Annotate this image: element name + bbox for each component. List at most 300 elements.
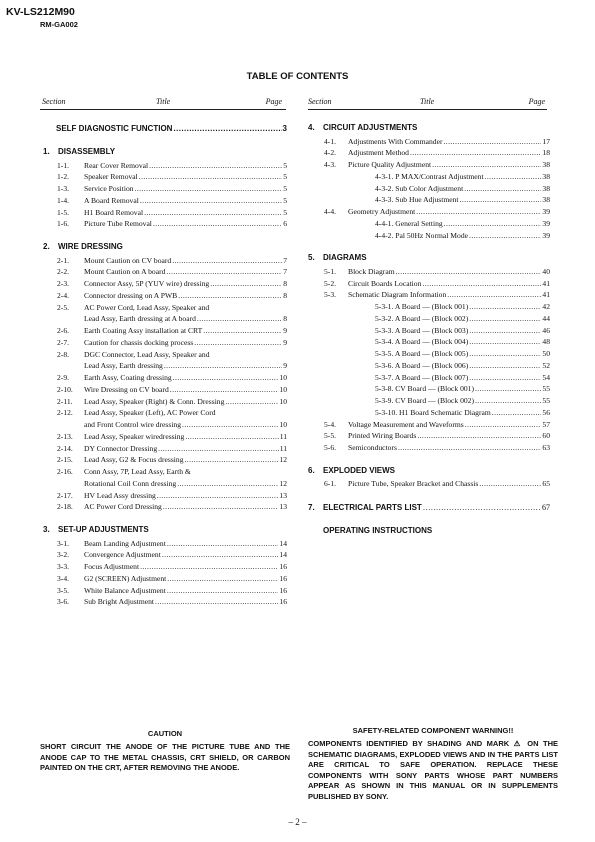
section-title: ELECTRICAL PARTS LIST bbox=[323, 503, 422, 512]
toc-entry-title: Semiconductors bbox=[348, 443, 397, 452]
toc-entry-page: 9 bbox=[283, 326, 287, 335]
toc-entry-page: 6 bbox=[283, 219, 287, 229]
dot-leader bbox=[144, 207, 282, 218]
dot-leader bbox=[197, 313, 282, 324]
toc-entry bbox=[348, 206, 550, 217]
dot-leader bbox=[173, 372, 279, 383]
toc-entry-title: 4-4-1. General Setting bbox=[375, 218, 443, 228]
dot-leader bbox=[422, 278, 541, 289]
toc-entry bbox=[375, 336, 550, 347]
toc-entry-number: 2-10. bbox=[57, 384, 73, 394]
toc-entry bbox=[84, 596, 287, 607]
toc-entry-page: 9 bbox=[283, 361, 287, 371]
toc-entry-title: Speaker Removal bbox=[84, 172, 138, 182]
toc-entry-title: Earth Coating Assy installation at CRT bbox=[84, 326, 203, 335]
header-title: Title bbox=[156, 97, 171, 106]
header-section: Section bbox=[42, 97, 66, 106]
toc-entry-page: 67 bbox=[542, 503, 550, 512]
toc-entry-page: 10 bbox=[279, 396, 287, 406]
toc-entry-title: Picture Tube, Speaker Bracket and Chassis bbox=[348, 479, 479, 489]
toc-entry-title: AC Power Cord Dressing bbox=[84, 502, 162, 512]
toc-entry-page: 3 bbox=[282, 124, 287, 133]
toc-entry-page: 46 bbox=[542, 325, 550, 335]
dot-leader bbox=[416, 206, 541, 217]
header-page: Page bbox=[528, 97, 545, 106]
dot-leader bbox=[140, 561, 278, 572]
toc-entry bbox=[375, 395, 550, 406]
dot-leader bbox=[225, 396, 278, 407]
toc-entry-number: 2-16. bbox=[57, 467, 73, 476]
dot-leader bbox=[163, 501, 279, 512]
toc-entry-title: Rear Cover Removal bbox=[84, 160, 149, 170]
toc-entry-number: 3-4. bbox=[57, 573, 70, 583]
toc-entry-title-continued: and Front Control wire dressing bbox=[84, 420, 182, 429]
toc-entry bbox=[84, 561, 287, 572]
toc-entry-number: 2-4. bbox=[57, 290, 70, 300]
toc-entry bbox=[348, 136, 550, 147]
dot-leader bbox=[194, 337, 282, 348]
toc-entry-page: 41 bbox=[542, 278, 550, 288]
toc-entry-page: 10 bbox=[279, 384, 287, 394]
toc-entry-page: 16 bbox=[279, 573, 287, 583]
safety-heading: SAFETY-RELATED COMPONENT WARNING!! bbox=[352, 726, 514, 735]
toc-entry-title: 5-3-10. H1 Board Schematic Diagram bbox=[375, 407, 491, 417]
dot-leader bbox=[423, 502, 541, 513]
toc-entry-title-continued: Rotational Coil Conn dressing bbox=[84, 478, 177, 488]
toc-entry bbox=[84, 454, 287, 465]
dot-leader bbox=[162, 549, 279, 560]
section-title: SET-UP ADJUSTMENTS bbox=[58, 525, 149, 534]
model-number: KV-LS212M90 bbox=[6, 6, 75, 18]
toc-entry-number: 2-15. bbox=[57, 455, 73, 465]
toc-entry-page: 5 bbox=[283, 195, 287, 205]
toc-entry-page: 38 bbox=[542, 195, 550, 205]
section-title: DIAGRAMS bbox=[323, 253, 367, 263]
toc-entry bbox=[375, 183, 550, 194]
dot-leader bbox=[396, 266, 542, 277]
toc-entry bbox=[375, 360, 550, 371]
toc-entry-page: 38 bbox=[542, 171, 550, 181]
dot-leader bbox=[485, 171, 542, 182]
section-number: 5. bbox=[308, 253, 315, 263]
toc-entry-title: Connector Assy, 5P (YUV wire) dressing bbox=[84, 279, 210, 288]
toc-entry-page: 11 bbox=[279, 431, 287, 441]
toc-entry bbox=[84, 171, 287, 182]
toc-entry-number: 6-1. bbox=[324, 479, 337, 489]
toc-entry bbox=[375, 383, 550, 394]
toc-entry-page: 55 bbox=[542, 384, 550, 394]
dot-leader bbox=[444, 218, 542, 229]
toc-entry-title: Voltage Measurement and Waveforms bbox=[348, 419, 464, 429]
dot-leader bbox=[135, 183, 283, 194]
toc-entry-number: 5-4. bbox=[324, 419, 337, 429]
toc-entry-page: 8 bbox=[283, 279, 287, 288]
toc-entry bbox=[84, 313, 287, 324]
toc-entry-page: 10 bbox=[279, 420, 287, 429]
toc-entry-page: 5 bbox=[283, 184, 287, 193]
toc-entry-page: 38 bbox=[542, 183, 550, 193]
toc-entry-number: 5-5. bbox=[324, 431, 337, 441]
toc-entry-page: 50 bbox=[542, 349, 550, 358]
dot-leader bbox=[158, 443, 279, 454]
toc-entry-number: 3-3. bbox=[57, 562, 70, 571]
toc-entry-page: 7 bbox=[283, 267, 287, 277]
toc-entry-number: 2-7. bbox=[57, 337, 70, 347]
header-section: Section bbox=[308, 97, 332, 106]
toc-entry-page: 17 bbox=[542, 136, 550, 146]
toc-entry-title: 4-3-1. P MAX/Contrast Adjustment bbox=[375, 171, 484, 181]
toc-entry-title: DY Connector Dressing bbox=[84, 443, 158, 453]
page-title: TABLE OF CONTENTS bbox=[246, 71, 349, 82]
toc-entry-title: Mount Caution on A board bbox=[84, 267, 166, 277]
toc-entry-page: 48 bbox=[542, 337, 550, 347]
toc-entry-number: 4-4. bbox=[324, 207, 337, 216]
toc-entry bbox=[375, 325, 550, 336]
toc-entry-page: 8 bbox=[283, 314, 287, 324]
toc-entry-page: 11 bbox=[279, 443, 287, 453]
toc-entry-title: Circuit Boards Location bbox=[348, 278, 422, 288]
toc-entry-page: 5 bbox=[283, 160, 287, 170]
toc-entry bbox=[348, 478, 550, 489]
toc-entry-page: 13 bbox=[279, 490, 287, 500]
toc-entry-title: A Board Removal bbox=[84, 195, 139, 205]
toc-entry-page: 18 bbox=[542, 148, 550, 158]
toc-entry bbox=[84, 538, 287, 549]
header-page: Page bbox=[265, 97, 282, 106]
toc-entry-number: 1-6. bbox=[57, 219, 70, 229]
toc-entry-number: 3-5. bbox=[57, 585, 70, 595]
toc-entry-number: 3-2. bbox=[57, 550, 70, 560]
dot-leader bbox=[469, 372, 541, 383]
toc-entry-number: 2-17. bbox=[57, 490, 73, 500]
toc-entry-title: 5-3-7. A Board — (Block 007) bbox=[375, 372, 469, 382]
dot-leader bbox=[178, 290, 282, 301]
toc-entry-number: 2-11. bbox=[57, 396, 73, 406]
toc-entry-title: HV Lead Assy dressing bbox=[84, 490, 156, 500]
toc-entry-title: Connector dressing on A PWB bbox=[84, 290, 178, 300]
toc-entry bbox=[348, 278, 550, 289]
toc-entry-title: 5-3-9. CV Board — (Block 002) bbox=[375, 396, 474, 405]
toc-entry-page: 41 bbox=[542, 290, 550, 300]
toc-entry-page: 16 bbox=[279, 597, 287, 607]
toc-entry-page: 9 bbox=[283, 337, 287, 347]
toc-entry-page: 40 bbox=[542, 266, 550, 276]
toc-entry-number: 4-3. bbox=[324, 160, 337, 169]
dot-leader bbox=[469, 313, 541, 324]
toc-entry-page: 42 bbox=[542, 302, 550, 311]
dot-leader bbox=[469, 348, 541, 359]
toc-entry bbox=[84, 195, 287, 206]
toc-entry-title: Lead Assy, Speaker (Left), AC Power Cord bbox=[84, 408, 216, 418]
toc-entry bbox=[84, 337, 287, 348]
remote-model: RM-GA002 bbox=[40, 20, 78, 29]
toc-entry bbox=[375, 372, 550, 383]
toc-entry-number: 2-6. bbox=[57, 326, 70, 335]
operating-instructions-heading: OPERATING INSTRUCTIONS bbox=[323, 526, 433, 535]
dot-leader bbox=[469, 230, 541, 241]
toc-entry bbox=[84, 372, 287, 383]
toc-entry-title: Geometry Adjustment bbox=[348, 207, 416, 216]
dot-leader bbox=[172, 255, 282, 266]
toc-entry bbox=[84, 266, 287, 277]
toc-section-number: 7. bbox=[308, 502, 315, 512]
dot-leader bbox=[460, 194, 542, 205]
dot-leader bbox=[410, 147, 541, 158]
toc-entry bbox=[375, 313, 550, 324]
toc-entry-title: DGC Connector, Lead Assy, Speaker and bbox=[84, 349, 210, 359]
toc-entry-title-continued: Lead Assy, Earth dressing at A board bbox=[84, 314, 196, 324]
toc-entry bbox=[84, 183, 287, 194]
toc-entry-title: Conn Assy, 7P, Lead Assy, Earth & bbox=[84, 467, 191, 476]
toc-entry-title: White Balance Adjustment bbox=[84, 585, 166, 595]
toc-entry-number: 3-1. bbox=[57, 538, 70, 548]
toc-entry-page: 60 bbox=[542, 431, 550, 441]
dot-leader bbox=[164, 360, 282, 371]
toc-entry-title: Mount Caution on CV board bbox=[84, 255, 172, 265]
toc-entry-page: 16 bbox=[279, 562, 287, 571]
toc-entry-title-continued: Lead Assy, Earth dressing bbox=[84, 361, 163, 371]
toc-entry-page: 57 bbox=[542, 419, 550, 429]
dot-leader bbox=[167, 538, 279, 549]
toc-entry-page: 13 bbox=[279, 502, 287, 512]
dot-leader bbox=[469, 325, 541, 336]
toc-entry-page: 38 bbox=[542, 160, 550, 169]
toc-entry-number: 2-9. bbox=[57, 373, 70, 382]
toc-entry-page: 44 bbox=[542, 313, 550, 323]
toc-entry-title: G2 (SCREEN) Adjustment bbox=[84, 573, 167, 583]
toc-entry bbox=[84, 160, 287, 171]
dot-leader bbox=[417, 430, 541, 441]
toc-entry-page: 63 bbox=[542, 443, 550, 452]
toc-entry bbox=[84, 443, 287, 454]
toc-entry-page: 39 bbox=[542, 218, 550, 228]
toc-entry-number: 2-5. bbox=[57, 302, 70, 312]
toc-entry bbox=[84, 396, 287, 407]
dot-leader bbox=[167, 573, 278, 584]
toc-entry-title: Service Position bbox=[84, 184, 134, 193]
toc-entry bbox=[375, 348, 550, 359]
toc-entry-number: 2-14. bbox=[57, 443, 73, 453]
toc-entry bbox=[348, 419, 550, 430]
toc-entry bbox=[84, 478, 287, 489]
toc-entry bbox=[375, 230, 550, 241]
toc-entry-page: 8 bbox=[283, 290, 287, 300]
toc-entry-title: Convergence Adjustment bbox=[84, 550, 161, 560]
toc-entry-page: 52 bbox=[542, 360, 550, 370]
dot-leader bbox=[166, 266, 282, 277]
toc-entry bbox=[56, 123, 287, 134]
toc-entry-number: 2-2. bbox=[57, 267, 70, 277]
toc-entry-number: 2-1. bbox=[57, 255, 70, 265]
toc-entry-title: Caution for chassis docking process bbox=[84, 337, 194, 347]
toc-entry bbox=[375, 194, 550, 205]
dot-leader bbox=[465, 419, 542, 430]
toc-entry bbox=[84, 431, 287, 442]
toc-entry-title: Lead Assy, G2 & Focus dressing bbox=[84, 455, 184, 465]
toc-entry-title: 5-3-1. A Board — (Block 001) bbox=[375, 302, 469, 311]
safety-body: COMPONENTS IDENTIFIED BY SHADING AND MARK ⚠ ON THE SCHEMATIC DIAGRAMS, EXPLODED VIEWS AND IN THE PARTS LIST ARE CRITICAL TO SAFE OPERATION. REPLACE THESE COMPONENTS WITH SONY PARTS WHOSE PART NUMBERS APPEAR AS SHOWN IN THIS MANUAL OR IN SUPPLEMENTS PUBLISHED BY SONY. bbox=[308, 739, 558, 801]
dot-leader bbox=[149, 160, 282, 171]
toc-entry bbox=[84, 419, 287, 430]
dot-leader bbox=[210, 278, 282, 289]
dot-leader bbox=[203, 325, 282, 336]
toc-entry-title: 4-3-3. Sub Hue Adjustment bbox=[375, 195, 459, 205]
dot-leader bbox=[185, 454, 279, 465]
toc-entry bbox=[348, 266, 550, 277]
toc-entry-number: 1-3. bbox=[57, 184, 70, 193]
toc-entry-title: 5-3-2. A Board — (Block 002) bbox=[375, 313, 469, 323]
dot-leader bbox=[475, 395, 541, 406]
toc-entry bbox=[348, 147, 550, 158]
toc-entry-page: 39 bbox=[542, 230, 550, 240]
toc-entry-title: 5-3-6. A Board — (Block 006) bbox=[375, 360, 469, 370]
toc-entry-number: 1-4. bbox=[57, 195, 70, 205]
toc-entry bbox=[84, 325, 287, 336]
dot-leader bbox=[447, 289, 541, 300]
toc-entry-number: 2-3. bbox=[57, 279, 70, 288]
toc-entry-title: Adjustments With Commander bbox=[348, 136, 443, 146]
toc-entry bbox=[348, 159, 550, 170]
toc-entry bbox=[84, 384, 287, 395]
toc-entry-page: 12 bbox=[279, 478, 287, 488]
toc-entry-page: 16 bbox=[279, 585, 287, 595]
section-title: WIRE DRESSING bbox=[58, 242, 123, 251]
section-number: 1. bbox=[43, 147, 50, 156]
toc-entry-title: Beam Landing Adjustment bbox=[84, 538, 166, 548]
section-number: 4. bbox=[308, 123, 315, 132]
toc-entry-number: 3-6. bbox=[57, 597, 70, 607]
toc-entry bbox=[84, 290, 287, 301]
toc-entry bbox=[84, 490, 287, 501]
toc-entry-page: 65 bbox=[542, 479, 550, 489]
dot-leader bbox=[492, 407, 542, 418]
dot-leader bbox=[170, 384, 279, 395]
toc-entry-number: 1-5. bbox=[57, 207, 70, 217]
toc-entry-title: Schematic Diagram Information bbox=[348, 290, 447, 300]
dot-leader bbox=[153, 218, 282, 229]
right-column-header bbox=[308, 97, 547, 110]
toc-entry-title: Picture Tube Removal bbox=[84, 219, 152, 229]
toc-entry bbox=[84, 549, 287, 560]
page-number: – 2 – bbox=[288, 817, 307, 827]
toc-entry bbox=[84, 360, 287, 371]
toc-entry-page: 7 bbox=[283, 255, 287, 265]
toc-entry-page: 39 bbox=[542, 207, 550, 216]
toc-entry-page: 12 bbox=[279, 455, 287, 465]
toc-entry-title: 4-3-2. Sub Color Adjustment bbox=[375, 183, 464, 193]
dot-leader bbox=[167, 585, 279, 596]
toc-entry-page: 55 bbox=[542, 396, 550, 405]
toc-entry-title: Block Diagram bbox=[348, 266, 395, 276]
toc-entry-page: 10 bbox=[279, 373, 287, 382]
toc-entry-title: Printed Wiring Boards bbox=[348, 431, 417, 441]
toc-entry-title: Lead Assy, Speaker wiredressing bbox=[84, 431, 185, 441]
toc-entry-title: Wire Dressing on CV board bbox=[84, 384, 169, 394]
toc-entry-page: 5 bbox=[283, 207, 287, 217]
toc-entry-title: 5-3-8. CV Board — (Block 001) bbox=[375, 384, 474, 394]
toc-entry bbox=[84, 207, 287, 218]
toc-entry bbox=[84, 278, 287, 289]
toc-entry-number: 2-18. bbox=[57, 502, 73, 512]
toc-entry-title: SELF DIAGNOSTIC FUNCTION bbox=[56, 124, 173, 133]
dot-leader bbox=[469, 301, 541, 312]
section-title: CIRCUIT ADJUSTMENTS bbox=[323, 123, 418, 132]
toc-entry-title: Sub Bright Adjustment bbox=[84, 597, 155, 607]
toc-section-heading bbox=[323, 502, 550, 513]
dot-leader bbox=[140, 195, 282, 206]
toc-entry bbox=[84, 218, 287, 229]
dot-leader bbox=[469, 336, 541, 347]
toc-entry-title: 5-3-5. A Board — (Block 005) bbox=[375, 349, 469, 358]
toc-entry-title: Adjustment Method bbox=[348, 148, 409, 158]
toc-entry bbox=[348, 289, 550, 300]
toc-entry-number: 5-1. bbox=[324, 266, 337, 276]
toc-entry-page: 14 bbox=[279, 538, 287, 548]
toc-entry-title: 5-3-4. A Board — (Block 004) bbox=[375, 337, 469, 347]
dot-leader bbox=[464, 183, 541, 194]
toc-entry-title: H1 Board Removal bbox=[84, 207, 144, 217]
toc-entry bbox=[84, 585, 287, 596]
toc-entry bbox=[375, 301, 550, 312]
toc-entry-title: Picture Quality Adjustment bbox=[348, 160, 432, 169]
dot-leader bbox=[139, 171, 282, 182]
dot-leader bbox=[432, 159, 541, 170]
section-title: DISASSEMBLY bbox=[58, 147, 116, 156]
dot-leader bbox=[475, 383, 541, 394]
toc-entry-number: 1-1. bbox=[57, 160, 70, 170]
caution-heading: CAUTION bbox=[147, 729, 183, 738]
toc-entry bbox=[375, 407, 550, 418]
section-title: EXPLODED VIEWS bbox=[323, 465, 396, 475]
dot-leader bbox=[443, 136, 541, 147]
toc-entry-page: 54 bbox=[542, 372, 550, 382]
dot-leader bbox=[182, 419, 278, 430]
toc-entry-page: 56 bbox=[542, 407, 550, 417]
section-number: 6. bbox=[308, 465, 315, 475]
toc-entry-number: 4-2. bbox=[324, 148, 337, 158]
toc-entry bbox=[84, 501, 287, 512]
dot-leader bbox=[173, 123, 281, 134]
toc-entry-number: 2-12. bbox=[57, 408, 73, 418]
toc-entry-page: 5 bbox=[283, 172, 287, 182]
dot-leader bbox=[469, 360, 541, 371]
left-column-header bbox=[40, 97, 286, 110]
dot-leader bbox=[479, 478, 541, 489]
dot-leader bbox=[398, 442, 541, 453]
toc-entry-number: 4-1. bbox=[324, 136, 337, 146]
toc-entry-page: 14 bbox=[279, 550, 287, 560]
toc-entry bbox=[84, 573, 287, 584]
toc-entry bbox=[348, 442, 550, 453]
section-number: 2. bbox=[43, 242, 50, 251]
toc-entry bbox=[375, 218, 550, 229]
toc-entry bbox=[348, 430, 550, 441]
toc-entry-title: 4-4-2. Pal 50Hz Normal Mode bbox=[375, 230, 469, 240]
dot-leader bbox=[155, 596, 278, 607]
toc-entry-title: Lead Assy, Speaker (Right) & Conn. Dressing bbox=[84, 396, 225, 406]
caution-body: SHORT CIRCUIT THE ANODE OF THE PICTURE TUBE AND THE ANODE CAP TO THE METAL CHASSIS, CRT SHIELD, OR CARBON PAINTED ON THE CRT, AFTER REMOVING THE ANODE. bbox=[40, 742, 290, 772]
toc-entry bbox=[84, 255, 287, 266]
dot-leader bbox=[185, 431, 278, 442]
toc-entry-number: 1-2. bbox=[57, 172, 70, 182]
toc-entry-number: 2-13. bbox=[57, 431, 73, 441]
dot-leader bbox=[177, 478, 278, 489]
toc-entry bbox=[375, 171, 550, 182]
toc-entry-number: 5-6. bbox=[324, 443, 337, 452]
toc-entry-title: Earth Assy, Coating dressing bbox=[84, 373, 172, 382]
toc-entry-number: 5-3. bbox=[324, 290, 337, 300]
toc-entry-title: Focus Adjustment bbox=[84, 562, 140, 571]
